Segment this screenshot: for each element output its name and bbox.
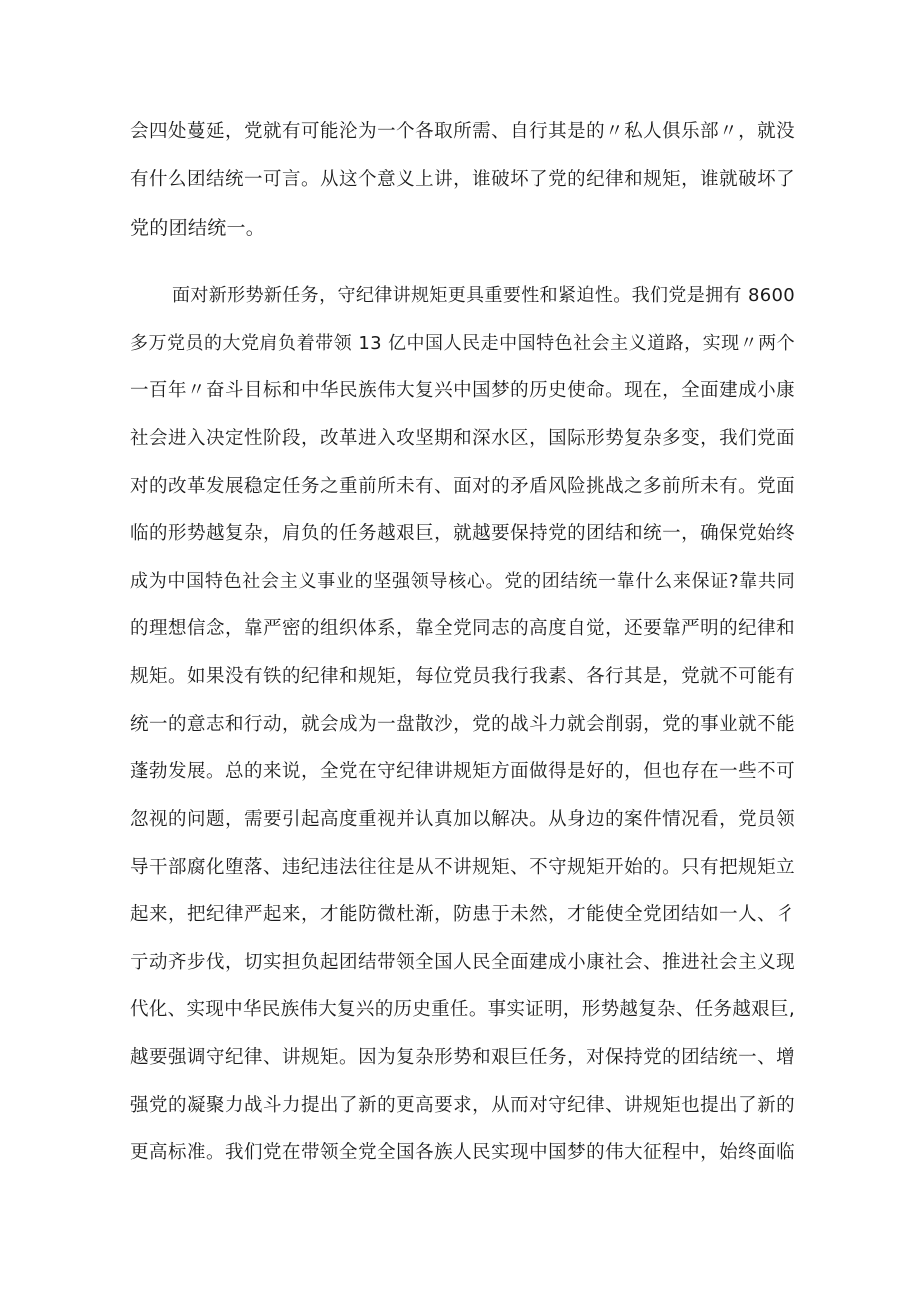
text-line: 党的团结统一。	[130, 217, 266, 239]
text-line: 代化、实现中华民族伟大复兴的历史重任。事实证明，形势越复杂、任务越艰巨,	[130, 999, 795, 1020]
text-line: 一百年〃奋斗目标和中华民族伟大复兴中国梦的历史使命。现在，全面建成小康	[130, 380, 795, 401]
text-line: 越要强调守纪律、讲规矩。因为复杂形势和艰巨任务，对保持党的团结统一、增	[130, 1047, 795, 1068]
text-line: 有什么团结统一可言。从这个意义上讲，谁破坏了党的纪律和规矩，谁就破坏了	[130, 169, 795, 190]
text-line: 面对新形势新任务，守纪律讲规矩更具重要性和紧迫性。我们党是拥有 8600	[172, 285, 795, 306]
text-line: 亍动齐步伐，切实担负起团结带领全国人民全面建成小康社会、推进社会主义现	[130, 952, 795, 973]
text-line: 起来，把纪律严起来，才能防微杜渐，防患于未然，才能使全党团结如一人、彳	[130, 904, 795, 925]
text-line: 更高标准。我们党在带领全党全国各族人民实现中国梦的伟大征程中，始终面临	[130, 1142, 795, 1163]
text-line: 社会进入决定性阶段，改革进入攻坚期和深水区，国际形势复杂多变，我们党面	[130, 428, 795, 449]
text-line: 规矩。如果没有铁的纪律和规矩，每位党员我行我素、各行其是，党就不可能有	[130, 666, 795, 687]
text-line: 统一的意志和行动，就会成为一盘散沙，党的战斗力就会削弱，党的事业就不能	[130, 714, 795, 735]
text-line: 成为中国特色社会主义事业的坚强领导核心。党的团结统一靠什么来保证?靠共同	[130, 571, 795, 592]
text-line: 强党的凝聚力战斗力提出了新的更高要求，从而对守纪律、讲规矩也提出了新的	[130, 1095, 795, 1116]
text-line: 导干部腐化堕落、违纪违法往往是从不讲规矩、不守规矩开始的。只有把规矩立	[130, 857, 795, 878]
text-line: 会四处蔓延，党就有可能沦为一个各取所需、自行其是的〃私人俱乐部〃，就没	[130, 121, 795, 142]
text-line: 的理想信念，靠严密的组织体系，靠全党同志的高度自觉，还要靠严明的纪律和	[130, 618, 795, 639]
text-line: 蓬勃发展。总的来说，全党在守纪律讲规矩方面做得是好的，但也存在一些不可	[130, 761, 795, 782]
text-line: 忽视的问题，需要引起高度重视并认真加以解决。从身边的案件情况看，党员领	[130, 809, 795, 830]
text-line: 临的形势越复杂，肩负的任务越艰巨，就越要保持党的团结和统一，确保党始终	[130, 523, 795, 544]
text-line: 对的改革发展稳定任务之重前所未有、面对的矛盾风险挑战之多前所未有。党面	[130, 476, 795, 497]
text-line: 多万党员的大党肩负着带领 13 亿中国人民走中国特色社会主义道路，实现〃两个	[130, 333, 795, 354]
